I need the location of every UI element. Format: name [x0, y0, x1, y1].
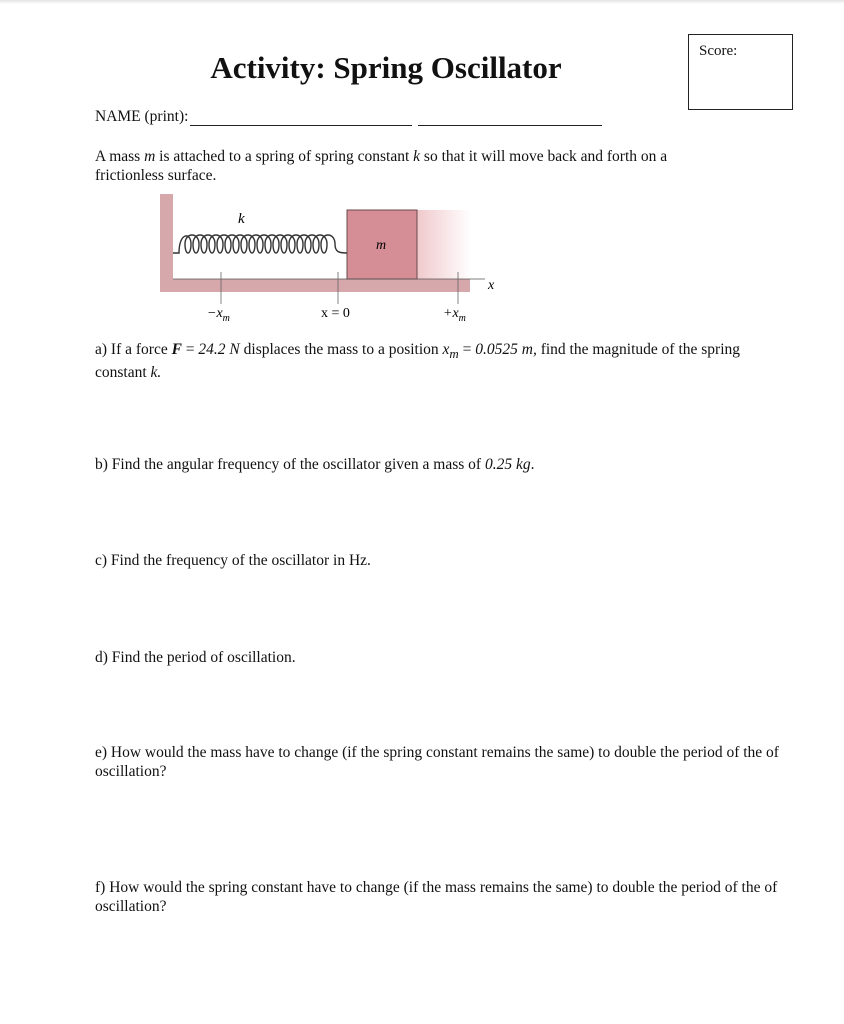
qb-text-2: . [530, 456, 535, 473]
qa-position-value: 0.0525 m, [475, 341, 537, 358]
top-shadow [0, 0, 844, 4]
qa-force-symbol: F [171, 341, 182, 358]
axis-label: x [488, 278, 495, 293]
intro-part-2: is attached to a spring of spring constant [155, 148, 414, 165]
qa-text-5: find the magnitude of the spring constant [95, 341, 741, 382]
spring-label: k [238, 211, 245, 227]
intro-part-3: so that it will move back and forth on a frictionless surface. [95, 148, 668, 184]
qb-text-1: b) Find the angular frequency of the oscillator given a mass of [95, 456, 485, 473]
tick-pos-label: $+x_m$ [443, 306, 466, 324]
page-title: Activity: Spring Oscillator [210, 50, 562, 85]
qa-force-value: 24.2 N [198, 341, 240, 358]
spring-diagram [155, 192, 515, 334]
name-label: NAME (print): [95, 108, 189, 125]
question-a [95, 340, 785, 382]
qa-text-4: = [458, 341, 476, 358]
spring-coil [173, 235, 347, 253]
question-e: e) How would the mass have to change (if the spring constant remains the same) to double the period of the of oscillation? [95, 744, 779, 780]
qa-text-3: displaces the mass to a position [239, 341, 443, 358]
floor [160, 279, 470, 292]
ghost-mass [417, 210, 471, 279]
qa-xm-symbol: x [442, 341, 450, 358]
qa-xm-subscript: m [449, 346, 459, 362]
name-field [95, 108, 602, 126]
tick-zero-label: x = 0 [321, 306, 350, 321]
question-c: c) Find the frequency of the oscillator in Hz. [95, 552, 371, 569]
qb-mass-value: 0.25 kg [484, 456, 531, 473]
mass-label: m [376, 238, 387, 253]
qa-text-1: a) If a force [95, 341, 172, 358]
intro-part-1: A mass [95, 148, 145, 165]
intro-mass-symbol: m [144, 148, 156, 165]
name-input-line-1[interactable] [190, 111, 412, 126]
qa-k-symbol: k. [150, 364, 162, 382]
qa-text-2: = [181, 341, 199, 358]
intro-text [95, 147, 735, 185]
question-f: f) How would the spring constant have to change (if the mass remains the same) to double the period of the of oscillation? [95, 879, 778, 915]
wall [160, 194, 173, 292]
question-d: d) Find the period of oscillation. [95, 649, 296, 666]
score-label: Score: [699, 43, 738, 59]
question-b [95, 455, 785, 474]
tick-neg-label: $-x_m$ [207, 306, 230, 324]
name-input-line-2[interactable] [418, 111, 602, 126]
intro-k-symbol: k [413, 148, 421, 165]
